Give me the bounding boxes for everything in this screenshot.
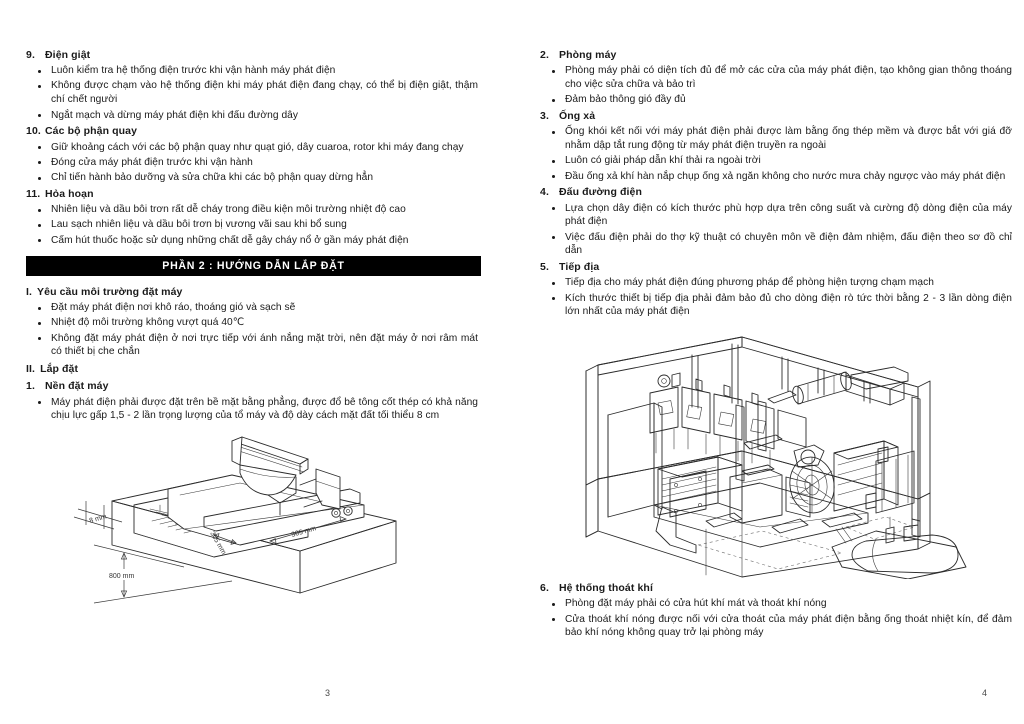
section-number: 10. — [26, 125, 41, 138]
section-10-bullets — [26, 141, 480, 185]
list-item: Lau sạch nhiên liệu và dầu bôi trơn bị vương vãi sau khi bổ sung — [26, 218, 480, 232]
section-number: 1. — [26, 380, 35, 393]
section-title: Hỏa hoạn — [45, 187, 94, 200]
list-item: Kích thước thiết bị tiếp địa phải đảm bảo đủ cho dòng điện rò tức thời bằng 2 - 3 lần dòng điện lớn nhất của máy phát điện — [540, 292, 1014, 320]
section-number: 2. — [540, 49, 549, 61]
list-item: Đảm bảo thông gió đầy đủ — [540, 93, 1014, 107]
section-number: 3. — [540, 110, 549, 123]
section-number: 6. — [540, 582, 549, 595]
list-item: Lựa chọn dây điện có kích thước phù hợp dựa trên công suất và cường độ dòng điện của máy phát điện — [540, 202, 1014, 230]
section-heading-3 — [540, 109, 1014, 124]
section-heading-10 — [26, 124, 480, 139]
list-item: Nhiệt độ môi trường không vượt quá 40℃ — [26, 316, 480, 330]
dimension-label: 305 mm — [208, 530, 227, 556]
section-heading-II — [26, 362, 480, 377]
section-11-bullets — [26, 203, 480, 247]
page-number-left: 3 — [325, 688, 331, 698]
section-heading-5 — [540, 260, 1014, 275]
section-title: Hệ thống thoát khí — [559, 582, 653, 595]
section-title: Phòng máy — [559, 49, 617, 61]
section-title: Đấu đường điện — [559, 186, 642, 199]
list-item: Cửa thoát khí nóng được nối với cửa thoát của máy phát điện bằng ống thoát nhiệt kín, để đảm bảo khí nóng không quay trở lại phòng máy — [540, 613, 1014, 641]
section-heading-6 — [540, 581, 1014, 596]
section-heading-11 — [26, 187, 480, 202]
section-title: Các bộ phận quay — [45, 125, 138, 138]
list-item: Không đặt máy phát điện ở nơi trực tiếp với ánh nắng mặt trời, nên đặt máy ở nơi râm mát có thiết bị che chắn — [26, 332, 480, 360]
dimension-label: 800 mm — [109, 573, 135, 581]
section-5-bullets — [540, 276, 1014, 319]
section-number: 11. — [26, 187, 41, 200]
list-item: Không được chạm vào hệ thống điện khi máy phát điện đang chạy, có thể bị điện giật, thậm chí chết người — [26, 79, 480, 107]
section-title: Yêu cầu môi trường đặt máy — [37, 285, 183, 298]
list-item: Máy phát điện phải được đặt trên bề mặt bằng phẳng, được đổ bê tông cốt thép có khả năng chịu lực gấp 1,5 - 2 lần trọng lượng của tổ máy và độ dày cách mặt đất tối thiểu 8 cm — [26, 396, 480, 424]
list-item: Đầu ống xả khí hàn nắp chụp ống xả ngăn không cho nước mưa chảy ngược vào máy phát điện — [540, 170, 1014, 184]
section-I-bullets — [26, 301, 480, 359]
section-number: II. — [26, 363, 36, 376]
list-item: Phòng máy phải có diện tích đủ để mở các cửa của máy phát điện, tạo không gian thông thoáng cho việc sửa chữa và bảo trì — [540, 64, 1014, 92]
section-number: I. — [26, 285, 33, 298]
section-heading-1 — [26, 379, 480, 394]
page-number-right: 4 — [982, 688, 988, 698]
section-3-bullets — [540, 125, 1014, 183]
list-item: Việc đấu điện phải do thợ kỹ thuật có chuyên môn về điện đảm nhiệm, đấu điện theo sơ đồ chỉ dẫn — [540, 231, 1014, 259]
radiator-fan — [786, 454, 837, 516]
section-heading-4 — [540, 185, 1014, 200]
list-item: Luôn kiểm tra hệ thống điện trước khi vận hành máy phát điện — [26, 64, 480, 78]
section-number: 9. — [26, 49, 35, 61]
list-item: Đặt máy phát điện nơi khô ráo, thoáng gió và sạch sẽ — [26, 301, 480, 315]
list-item: Ống khói kết nối với máy phát điện phải được làm bằng ống thép mềm và được bắt với giá đỡ nhằm dập tắt rung động từ máy phát điện truyền ra ngoài — [540, 125, 1014, 153]
section-6-bullets — [540, 597, 1014, 640]
generator-room-isometric-diagram — [546, 331, 1014, 579]
section-number: 5. — [540, 261, 549, 274]
section-heading-2 — [540, 48, 1014, 63]
part-2-banner: PHẦN 2 : HƯỚNG DẪN LẮP ĐẶT — [26, 256, 481, 276]
section-number: 4. — [540, 186, 549, 199]
dimension-label: 305 mm — [290, 525, 317, 539]
list-item: Tiếp địa cho máy phát điện đúng phương pháp để phòng hiện tượng chạm mạch — [540, 276, 1014, 290]
section-1-bullets — [26, 396, 480, 424]
list-item: Nhiên liệu và dầu bôi trơn rất dễ cháy trong điều kiện môi trường nhiệt độ cao — [26, 203, 480, 217]
section-title: Lắp đặt — [40, 363, 79, 376]
section-title: Nền đặt máy — [45, 380, 109, 393]
foundation-isometric-diagram — [64, 433, 480, 613]
dimension-800mm — [94, 545, 232, 603]
section-heading-9 — [26, 48, 480, 63]
section-9-bullets — [26, 64, 480, 122]
list-item: Phòng đặt máy phải có cửa hút khí mát và thoát khí nóng — [540, 597, 1014, 611]
fuel-day-tank — [866, 447, 914, 513]
dimension-8mm — [74, 501, 122, 529]
list-item: Ngắt mạch và dừng máy phát điện khi đấu đường dây — [26, 109, 480, 123]
dimension-label: 8 mm — [88, 513, 108, 525]
page-right — [512, 0, 1024, 724]
list-item: Giữ khoảng cách với các bộ phận quay như quạt gió, dây cuaroa, rotor khi máy đang chạy — [26, 141, 480, 155]
list-item: Chỉ tiến hành bảo dưỡng và sửa chữa khi các bộ phận quay dừng hẳn — [26, 171, 480, 185]
section-2-bullets — [540, 64, 1014, 107]
section-title: Điện giật — [45, 49, 91, 61]
list-item: Đóng cửa máy phát điện trước khi vận hành — [26, 156, 480, 170]
section-title: Ống xả — [559, 110, 596, 123]
list-item: Cấm hút thuốc hoặc sử dụng những chất dễ gây cháy nổ ở gần máy phát điện — [26, 234, 480, 248]
list-item: Luôn có giải pháp dẫn khí thải ra ngoài trời — [540, 154, 1014, 168]
exhaust-silencer — [768, 367, 908, 405]
section-title: Tiếp địa — [559, 261, 600, 274]
section-heading-I — [26, 285, 480, 300]
section-4-bullets — [540, 202, 1014, 259]
